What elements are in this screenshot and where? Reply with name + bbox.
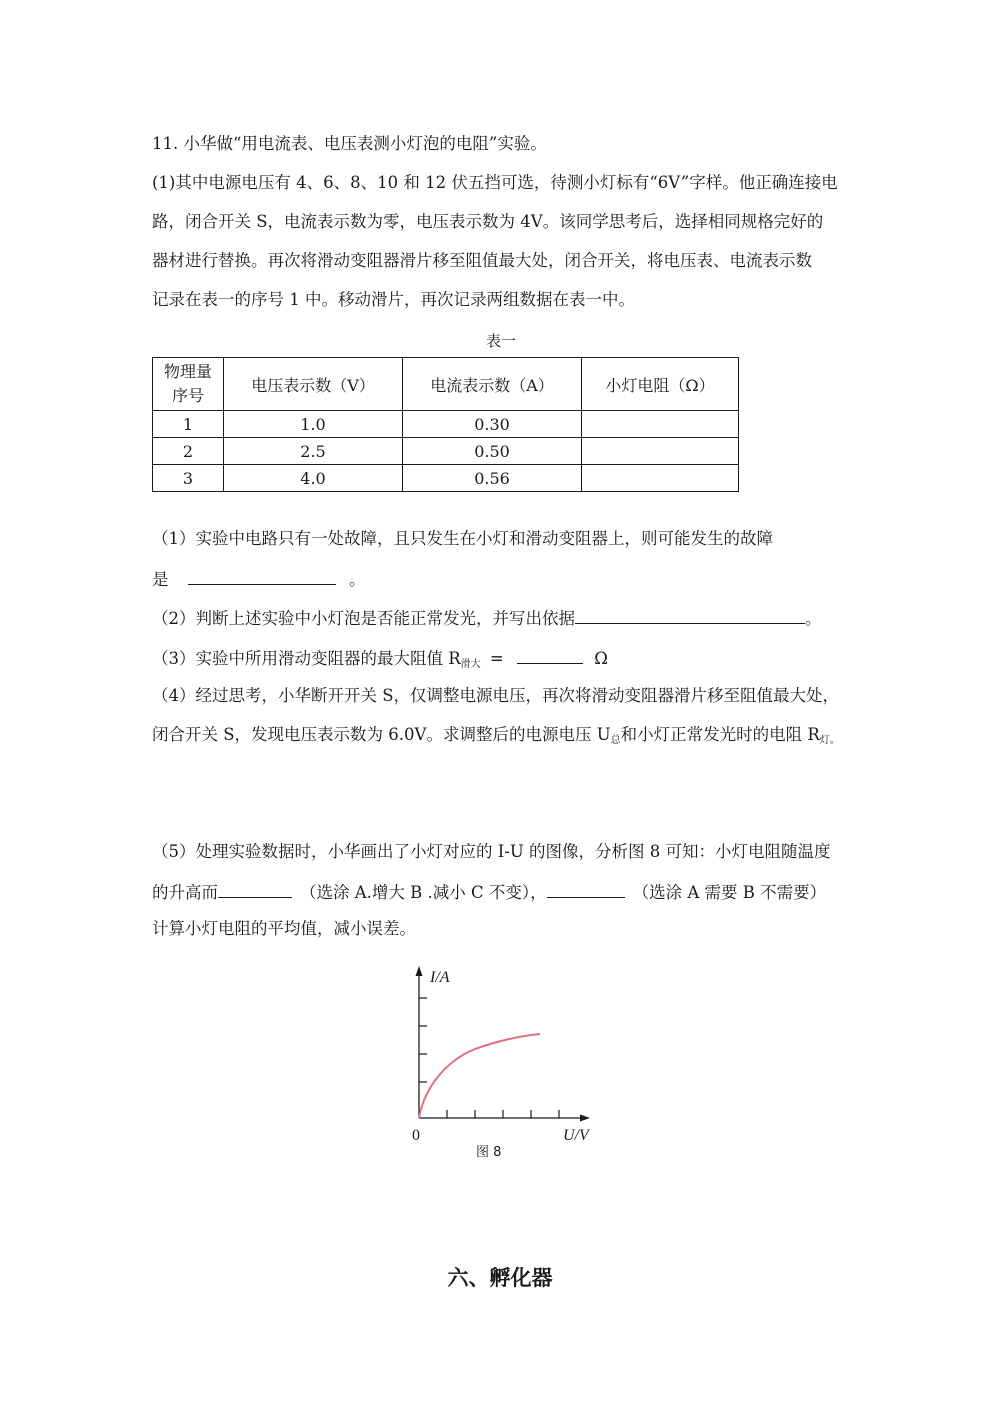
subq5-line-2 [152, 880, 826, 904]
row-index: 3 [153, 465, 224, 492]
origin-label: 0 [412, 1127, 420, 1144]
subq5-text-a: 的升高而 [152, 883, 218, 902]
row-current: 0.56 [403, 465, 582, 492]
intro-line-3: 器材进行替换。再次将滑动变阻器滑片移至阻值最大处，闭合开关，将电压表、电流表示数 [152, 251, 812, 270]
table-caption: 表一 [486, 332, 517, 350]
subq4-line-2 [152, 724, 840, 752]
intro-line-1: (1)其中电源电压有 4、6、8、10 和 12 伏五挡可选，待测小灯标有“6V”字样。他正确连接电 [152, 173, 838, 192]
header-voltage: 电压表示数（V） [224, 358, 403, 411]
subq3-line [152, 646, 608, 676]
subq3-equals: = [489, 649, 504, 668]
subq2-end: 。 [805, 609, 822, 628]
subq2-answer-blank[interactable] [575, 606, 805, 624]
subq4-text: 闭合开关 S，发现电压表示数为 6.0V。求调整后的电源电压 U [152, 725, 611, 744]
row-resistance[interactable] [582, 438, 739, 465]
subq4-subscript-lamp: 灯。 [819, 735, 840, 746]
corner-bottom-label: 序号 [171, 386, 204, 405]
row-voltage: 2.5 [224, 438, 403, 465]
figure-caption: 图 8 [476, 1145, 502, 1160]
header-resistance: 小灯电阻（Ω） [582, 358, 739, 411]
subq1-prefix: 是 [152, 570, 169, 589]
subq5-answer-blank-1[interactable] [218, 880, 292, 898]
header-current: 电流表示数（A） [403, 358, 582, 411]
y-axis-arrow [416, 966, 423, 976]
subq5-line-3: 计算小灯电阻的平均值，减小误差。 [152, 919, 416, 938]
table-row [153, 465, 739, 492]
data-table [152, 357, 739, 492]
row-index: 2 [153, 438, 224, 465]
table-row [153, 411, 739, 438]
intro-line-4: 记录在表一的序号 1 中。移动滑片，再次记录两组数据在表一中。 [152, 290, 635, 309]
subq4-line-1: （4）经过思考，小华断开开关 S，仅调整电源电压，再次将滑动变阻器滑片移至阻值最大处， [152, 686, 840, 705]
row-current: 0.50 [403, 438, 582, 465]
subq3-answer-blank[interactable] [517, 646, 583, 664]
subq4-subscript-total: 总 [610, 735, 621, 746]
section-title: 六、孵化器 [447, 1266, 553, 1290]
row-resistance[interactable] [582, 465, 739, 492]
subq1-line-1: （1）实验中电路只有一处故障，且只发生在小灯和滑动变阻器上，则可能发生的故障 [152, 529, 773, 548]
intro-line-2: 路，闭合开关 S，电流表示数为零，电压表示数为 4V。该同学思考后，选择相同规格完好的 [152, 212, 824, 231]
subq4-mid: 和小灯正常发光时的电阻 R [620, 725, 820, 744]
table-row [153, 438, 739, 465]
table-header-row [153, 358, 739, 411]
subq2-text: （2）判断上述实验中小灯泡是否能正常发光，并写出依据 [152, 609, 575, 628]
row-voltage: 1.0 [224, 411, 403, 438]
subq3-text: （3）实验中所用滑动变阻器的最大阻值 R [152, 649, 461, 668]
y-axis-label: I/A [430, 969, 450, 986]
iu-graph [400, 960, 620, 1160]
row-resistance[interactable] [582, 411, 739, 438]
row-current: 0.30 [403, 411, 582, 438]
row-index: 1 [153, 411, 224, 438]
corner-top-label: 物理量 [163, 362, 212, 381]
subq3-subscript: 滑大 [460, 659, 481, 670]
table-corner-cell [153, 358, 224, 411]
subq5-text-c: （选涂 A 需要 B 不需要） [632, 883, 827, 902]
subq5-text-b: （选涂 A.增大 B .减小 C 不变）， [300, 883, 547, 902]
iu-curve [419, 1034, 540, 1118]
row-voltage: 4.0 [224, 465, 403, 492]
x-axis-label: U/V [563, 1127, 589, 1144]
subq1-answer-blank[interactable] [188, 567, 336, 585]
question-title: 11. 小华做“用电流表、电压表测小灯泡的电阻”实验。 [152, 134, 547, 153]
subq5-answer-blank-2[interactable] [547, 880, 625, 898]
subq5-line-1: （5）处理实验数据时，小华画出了小灯对应的 I-U 的图像，分析图 8 可知：小灯电阻随温度 [152, 842, 831, 861]
subq1-end: 。 [349, 570, 366, 589]
subq1-line-2 [152, 567, 366, 591]
subq2-line [152, 606, 822, 630]
subq3-unit: Ω [594, 649, 608, 668]
x-axis-arrow [580, 1115, 590, 1122]
